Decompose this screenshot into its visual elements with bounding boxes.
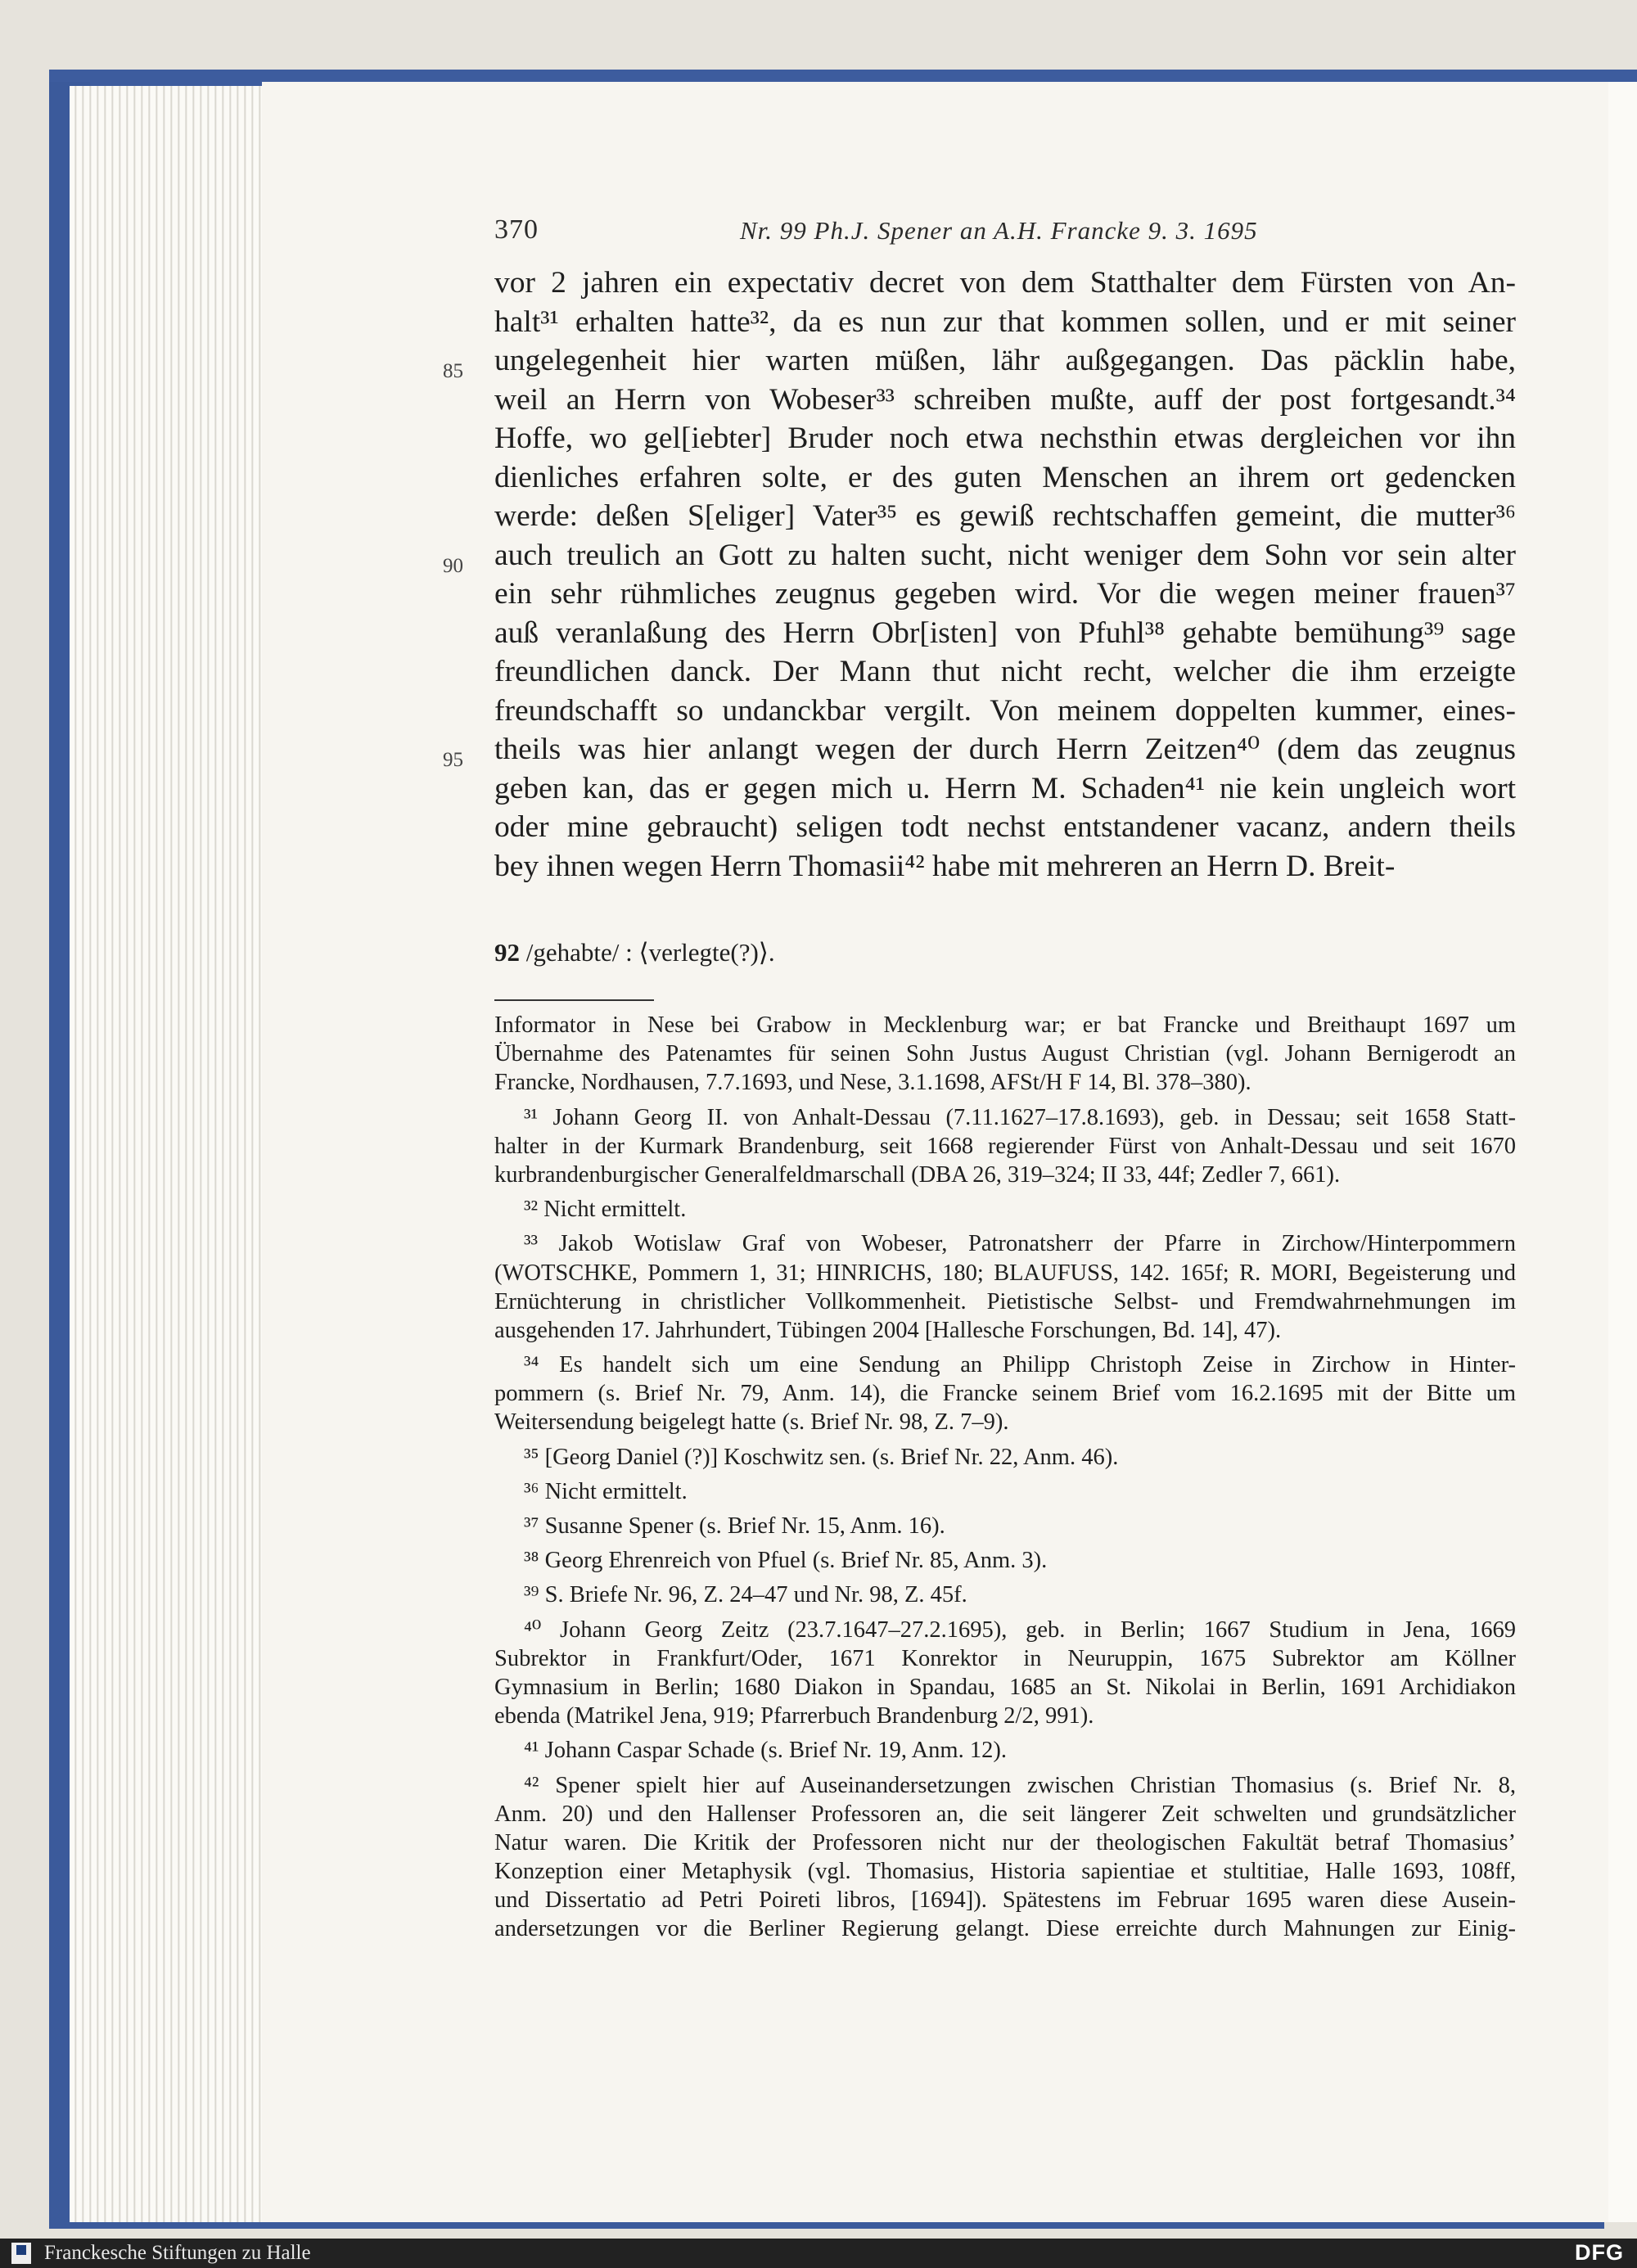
footnote-line: Informator in Nese bei Grabow in Mecklenburg war; er bat Francke und Breithaupt 1697 um bbox=[494, 1012, 1516, 1038]
footnote-32: ³² Nicht ermittelt. bbox=[524, 1197, 687, 1223]
line-number-85: 85 bbox=[443, 360, 463, 382]
critical-apparatus-note bbox=[494, 938, 775, 967]
footnote-line: Übernahme des Patenamtes für seinen Sohn Justus August Christian (vgl. Johann Bernigerodt an bbox=[494, 1041, 1516, 1067]
footnote-41: ⁴¹ Johann Caspar Schade (s. Brief Nr. 19, Anm. 12). bbox=[524, 1738, 1007, 1764]
footnote-line: und Dissertatio ad Petri Poireti libros, [1694]). Spätestens im Februar 1695 waren diese Ausein- bbox=[494, 1887, 1516, 1914]
footnote-35: ³⁵ [Georg Daniel (?)] Koschwitz sen. (s. Brief Nr. 22, Anm. 46). bbox=[524, 1444, 1119, 1470]
page-header bbox=[494, 214, 1517, 255]
critical-note-text: /gehabte/ : ⟨verlegte(?)⟩. bbox=[525, 938, 775, 967]
footnote-33: ³³ Jakob Wotislaw Graf von Wobeser, Patronatsherr der Pfarre in Zirchow/Hinterpommern bbox=[524, 1231, 1516, 1257]
text-line: auß veranlaßung des Herrn Obr[isten] von Pfuhl³⁸ gehabte bemühung³⁹ sage bbox=[494, 615, 1516, 650]
footnote-line: ausgehenden 17. Jahrhundert, Tübingen 2004 [Hallesche Forschungen, Bd. 14], 47). bbox=[494, 1317, 1282, 1343]
page-right-edge bbox=[1604, 82, 1637, 2222]
text-line: Hoffe, wo gel[iebter] Bruder noch etwa nechsthin etwas dergleichen vor ihn bbox=[494, 422, 1516, 455]
footnote-line: Anm. 20) und den Hallenser Professoren an, die seit längerer Zeit schwelten und grundsätzlicher bbox=[494, 1801, 1516, 1827]
text-line: freundlichen danck. Der Mann thut nicht recht, welcher die ihm erzeigte bbox=[494, 655, 1516, 688]
footnote-line: Konzeption einer Metaphysik (vgl. Thomasius, Historia sapientiae et stultitiae, Halle 1693, 108ff, bbox=[494, 1859, 1516, 1885]
footnote-line: Ernüchterung in christlicher Vollkommenheit. Pietistische Selbst- und Fremdwahrnehmungen im bbox=[494, 1288, 1516, 1314]
page-number: 370 bbox=[494, 214, 539, 245]
footnote-39: ³⁹ S. Briefe Nr. 96, Z. 24–47 und Nr. 98, Z. 45f. bbox=[524, 1582, 967, 1608]
critical-note-number: 92 bbox=[494, 938, 520, 967]
text-line: weil an Herrn von Wobeser³³ schreiben mußte, auff der post fortgesandt.³⁴ bbox=[494, 382, 1516, 417]
viewer-footer-bar bbox=[0, 2239, 1637, 2268]
franckesche-stiftungen-logo-icon bbox=[11, 2243, 31, 2264]
text-line: dienliches erfahren solte, er des guten Menschen an ihrem ort gedencken bbox=[494, 460, 1516, 494]
footnote-line: kurbrandenburgischer Generalfeldmarschall (DBA 26, 319–324; II 33, 44f; Zedler 7, 661). bbox=[494, 1161, 1341, 1188]
text-line: ungelegenheit hier warten müßen, lähr außgegangen. Das päcklin habe, bbox=[494, 344, 1516, 377]
footnote-line: ebenda (Matrikel Jena, 919; Pfarrerbuch Brandenburg 2/2, 991). bbox=[494, 1703, 1094, 1729]
line-number-90: 90 bbox=[443, 555, 463, 577]
text-line: vor 2 jahren ein expectativ decret von dem Statthalter dem Fürsten von An- bbox=[494, 266, 1516, 300]
running-head: Nr. 99 Ph.J. Spener an A.H. Francke 9. 3. 1695 bbox=[740, 216, 1258, 245]
text-line: theils was hier anlangt wegen der durch Herrn Zeitzen⁴⁰ (dem das zeugnus bbox=[494, 733, 1516, 766]
footnote-line: Weitersendung beigelegt hatte (s. Brief Nr. 98, Z. 7–9). bbox=[494, 1409, 1009, 1436]
footnote-40: ⁴⁰ Johann Georg Zeitz (23.7.1647–27.2.1695), geb. in Berlin; 1667 Studium in Jena, 1669 bbox=[524, 1616, 1516, 1643]
text-line: halt³¹ erhalten hatte³², da es nun zur that kommen sollen, und er mit seiner bbox=[494, 304, 1516, 339]
text-line: bey ihnen wegen Herrn Thomasii⁴² habe mit mehreren an Herrn D. Breit- bbox=[494, 849, 1396, 883]
footnotes bbox=[494, 1011, 1516, 1944]
text-line: auch treulich an Gott zu halten sucht, nicht weniger dem Sohn vor sein alter bbox=[494, 538, 1516, 572]
footnote-line: Gymnasium in Berlin; 1680 Diakon in Spandau, 1685 an St. Nikolai in Berlin, 1691 Archidiakon bbox=[494, 1674, 1516, 1700]
line-number-95: 95 bbox=[443, 749, 463, 771]
footnote-31: ³¹ Johann Georg II. von Anhalt-Dessau (7.11.1627–17.8.1693), geb. in Dessau; seit 1658 Statt- bbox=[524, 1104, 1516, 1130]
footnote-line: Francke, Nordhausen, 7.7.1693, und Nese, 3.1.1698, AFSt/H F 14, Bl. 378–380). bbox=[494, 1070, 1251, 1096]
footnote-line: halter in der Kurmark Brandenburg, seit 1668 regierender Fürst von Anhalt-Dessau und seit 1670 bbox=[494, 1133, 1516, 1159]
text-line: oder mine gebraucht) seligen todt nechst entstandener vacanz, andern theils bbox=[494, 810, 1516, 844]
text-line: geben kan, das er gegen mich u. Herrn M. Schaden⁴¹ nie kein ungleich wort bbox=[494, 771, 1516, 805]
footnote-42: ⁴² Spener spielt hier auf Auseinandersetzungen zwischen Christian Thomasius (s. Brief Nr. 8, bbox=[524, 1772, 1516, 1798]
footnote-37: ³⁷ Susanne Spener (s. Brief Nr. 15, Anm. 16). bbox=[524, 1513, 945, 1539]
footnote-34: ³⁴ Es handelt sich um eine Sendung an Philipp Christoph Zeise in Zirchow in Hinter- bbox=[524, 1352, 1516, 1378]
footnote-line: pommern (s. Brief Nr. 79, Anm. 14), die Francke seinem Brief vom 16.2.1695 mit der Bitte um bbox=[494, 1381, 1516, 1407]
text-line: ein sehr rühmliches zeugnus gegeben wird. Vor die wegen meiner frauen³⁷ bbox=[494, 577, 1516, 611]
footnote-divider bbox=[494, 999, 654, 1001]
institution-name: Franckesche Stiftungen zu Halle bbox=[44, 2242, 311, 2264]
page-edges bbox=[70, 86, 270, 2222]
footnote-line: Natur waren. Die Kritik der Professoren nicht nur der theologischen Fakultät betraf Thomasius’ bbox=[494, 1829, 1516, 1855]
footnote-36: ³⁶ Nicht ermittelt. bbox=[524, 1478, 688, 1504]
footnote-38: ³⁸ Georg Ehrenreich von Pfuel (s. Brief Nr. 85, Anm. 3). bbox=[524, 1548, 1048, 1574]
footnote-line: Subrektor in Frankfurt/Oder, 1671 Konrektor in Neuruppin, 1675 Subrektor am Köllner bbox=[494, 1645, 1516, 1671]
footnote-line: (WOTSCHKE, Pommern 1, 31; HINRICHS, 180; BLAUFUSS, 142. 165f; R. MORI, Begeisterung und bbox=[494, 1260, 1516, 1286]
text-line: freundschafft so undanckbar vergilt. Von meinem doppelten kummer, eines- bbox=[494, 693, 1516, 728]
text-line: werde: deßen S[eliger] Vater³⁵ es gewiß rechtschaffen gemeint, die mutter³⁶ bbox=[494, 499, 1516, 533]
dfg-logo: DFG bbox=[1575, 2240, 1624, 2265]
footnote-line: andersetzungen vor die Berliner Regierung gelangt. Diese erreichte durch Mahnungen zur Einig- bbox=[494, 1916, 1516, 1942]
letter-text bbox=[494, 264, 1516, 886]
